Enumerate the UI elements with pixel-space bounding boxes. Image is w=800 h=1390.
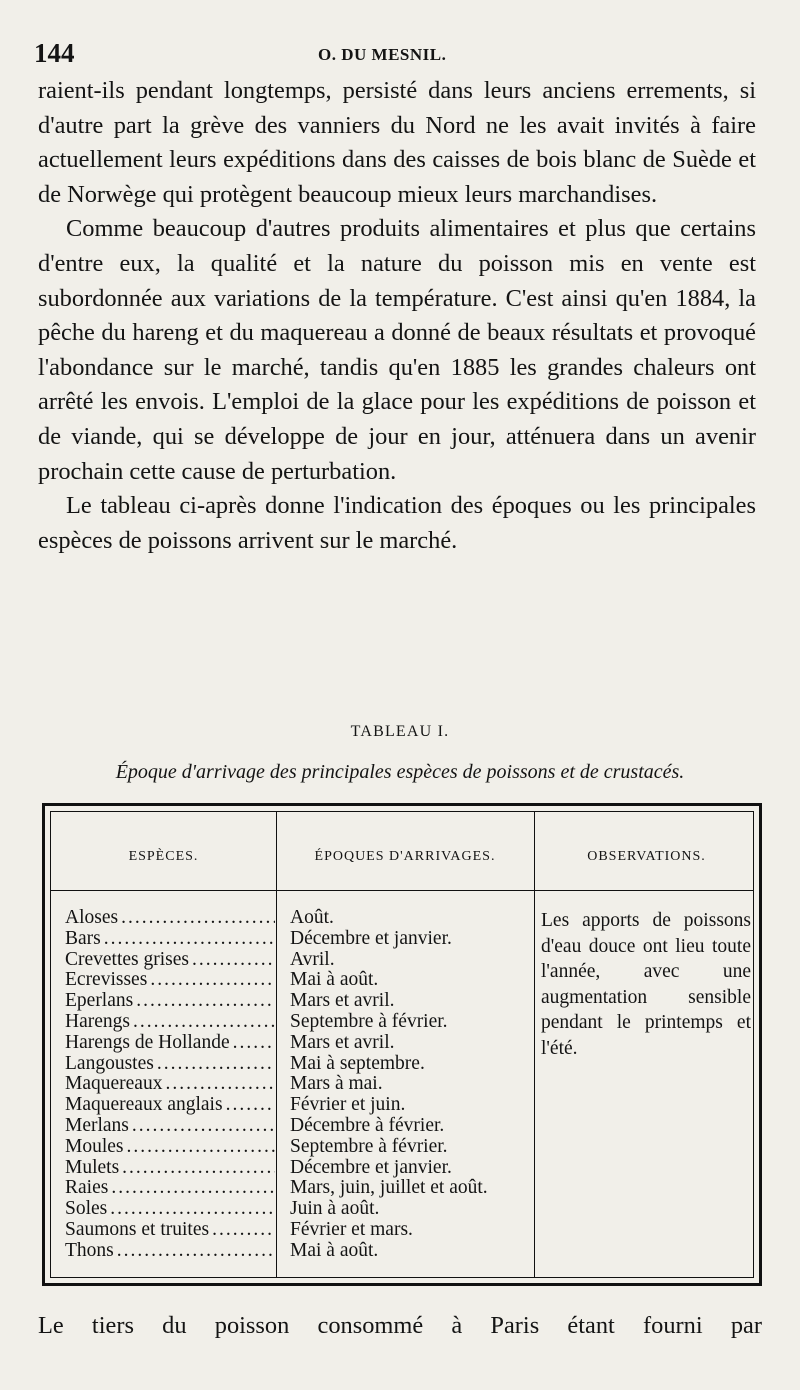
- species-cell: [65, 1178, 275, 1199]
- species-name: Eperlans: [65, 990, 134, 1012]
- header-observations: OBSERVATIONS.: [587, 849, 706, 864]
- arrival-cell: Mai à août.: [290, 969, 379, 991]
- arrival-cell: Décembre à février.: [290, 1114, 445, 1136]
- species-column: [65, 908, 275, 1262]
- dot-leader: [111, 1178, 275, 1199]
- arrival-cell: Mars et avril.: [290, 1031, 395, 1053]
- species-name: Harengs de Hollande: [65, 1031, 230, 1053]
- dot-leader: [132, 1116, 275, 1137]
- species-cell: [65, 1012, 275, 1033]
- arrival-cell: Septembre à février.: [290, 1010, 448, 1032]
- arrival-cell: Décembre et janvier.: [290, 927, 452, 949]
- dot-leader: [226, 1095, 275, 1116]
- species-cell: [65, 929, 275, 950]
- header-species: ESPÈCES.: [128, 849, 199, 864]
- species-cell: [65, 1220, 275, 1241]
- dot-leader: [136, 991, 275, 1012]
- species-name: Mulets: [65, 1156, 120, 1178]
- species-cell: [65, 991, 275, 1012]
- page-header: [34, 36, 754, 72]
- arrival-cell: Mars et avril.: [290, 990, 395, 1012]
- arrival-cell: Juin à août.: [290, 1198, 380, 1220]
- species-cell: [65, 1054, 275, 1075]
- species-name: Soles: [65, 1198, 108, 1220]
- species-name: Ecrevisses: [65, 969, 148, 991]
- body-text: [38, 74, 756, 558]
- table-label: TABLEAU I.: [350, 723, 450, 740]
- species-name: Maquereaux: [65, 1073, 163, 1095]
- running-head: O. DU MESNIL.: [318, 45, 447, 64]
- species-name: Aloses: [65, 907, 119, 928]
- dot-leader: [117, 1241, 275, 1262]
- species-cell: [65, 1199, 275, 1220]
- species-cell: [65, 1033, 275, 1054]
- species-name: Merlans: [65, 1114, 129, 1136]
- arrival-cell: Décembre et janvier.: [290, 1156, 452, 1178]
- species-cell: [65, 1241, 275, 1262]
- species-name: Saumons et truites: [65, 1218, 210, 1240]
- dot-leader: [165, 1074, 275, 1095]
- dot-leader: [104, 929, 275, 950]
- dot-leader: [192, 950, 275, 971]
- species-cell: [65, 1137, 275, 1158]
- species-cell: [65, 908, 275, 929]
- species-cell: [65, 1116, 275, 1137]
- arrival-cell: Mars, juin, juillet et août.: [290, 1177, 488, 1199]
- header-arrivals: ÉPOQUES D'ARRIVAGES.: [314, 849, 496, 864]
- arrival-cell: Février et mars.: [290, 1218, 413, 1240]
- dot-leader: [212, 1220, 275, 1241]
- species-cell: [65, 970, 275, 991]
- arrival-cell: Août.: [290, 907, 334, 928]
- species-cell: [65, 1095, 275, 1116]
- species-cell: [65, 1158, 275, 1179]
- dot-leader: [110, 1199, 275, 1220]
- page-number: 144: [34, 38, 75, 68]
- species-name: Langoustes: [65, 1052, 154, 1074]
- dot-leader: [122, 1158, 275, 1179]
- dot-leader: [157, 1054, 275, 1075]
- column-divider: [276, 812, 277, 1277]
- header-divider: [51, 890, 753, 891]
- paragraph-continuation: raient-ils pendant longtemps, persisté dans leurs anciens errements, si d'autre part la grève des vanniers du Nord ne les avait invités à faire actuellement leurs expéditions dans des caisses de bois blanc de Suède et de Norwège qui protègent beaucoup mieux leurs marchandises.: [38, 77, 756, 208]
- arrival-cell: Février et juin.: [290, 1094, 406, 1116]
- species-name: Bars: [65, 927, 101, 949]
- column-divider: [534, 812, 535, 1277]
- species-cell: [65, 950, 275, 971]
- arrival-cell: Mai à septembre.: [290, 1052, 425, 1074]
- arrival-cell: Mai à août.: [290, 1239, 379, 1261]
- arrival-cell: Septembre à février.: [290, 1135, 448, 1157]
- species-name: Thons: [65, 1239, 114, 1261]
- closing-line: Le tiers du poisson consommé à Paris étant fourni par: [38, 1312, 762, 1339]
- arrival-cell: Avril.: [290, 948, 335, 970]
- table-inner-border: [50, 811, 754, 1278]
- arrivals-column: [290, 908, 530, 1262]
- paragraph-temperature: Comme beaucoup d'autres produits alimentaires et plus que certains d'entre eux, la qualité et la nature du poisson mis en vente est subordonnée aux variations de la température. C'est ainsi qu'en 1884, la pêche du hareng et du maquereau a donné de beaux résultats et provoqué l'abondance sur le marché, tandis qu'en 1885 les grandes chaleurs ont arrêté les envois. L'emploi de la glace pour les expéditions de poisson et de viande, qui se développe de jour en jour, atténuera dans un avenir prochain cette cause de perturbation.: [38, 215, 756, 485]
- species-name: Harengs: [65, 1010, 130, 1032]
- dot-leader: [121, 908, 275, 929]
- species-cell: [65, 1074, 275, 1095]
- paragraph-table-intro: Le tableau ci-après donne l'indication des époques ou les principales espèces de poissons arrivent sur le marché.: [38, 492, 756, 554]
- table-caption: Époque d'arrivage des principales espèces de poissons et de crustacés.: [115, 761, 685, 783]
- arrival-cell: Mars à mai.: [290, 1073, 383, 1095]
- dot-leader: [233, 1033, 275, 1054]
- dot-leader: [150, 970, 275, 991]
- species-name: Maquereaux anglais: [65, 1094, 223, 1116]
- dot-leader: [127, 1137, 276, 1158]
- species-name: Moules: [65, 1135, 124, 1157]
- species-name: Crevettes grises: [65, 948, 190, 970]
- species-name: Raies: [65, 1177, 109, 1199]
- arrivals-table: [42, 803, 762, 1286]
- dot-leader: [133, 1012, 275, 1033]
- observation-cell: Les apports de poissons d'eau douce ont lieu toute l'année, avec une augmentation sensible pendant le printemps et l'été.: [541, 910, 751, 1059]
